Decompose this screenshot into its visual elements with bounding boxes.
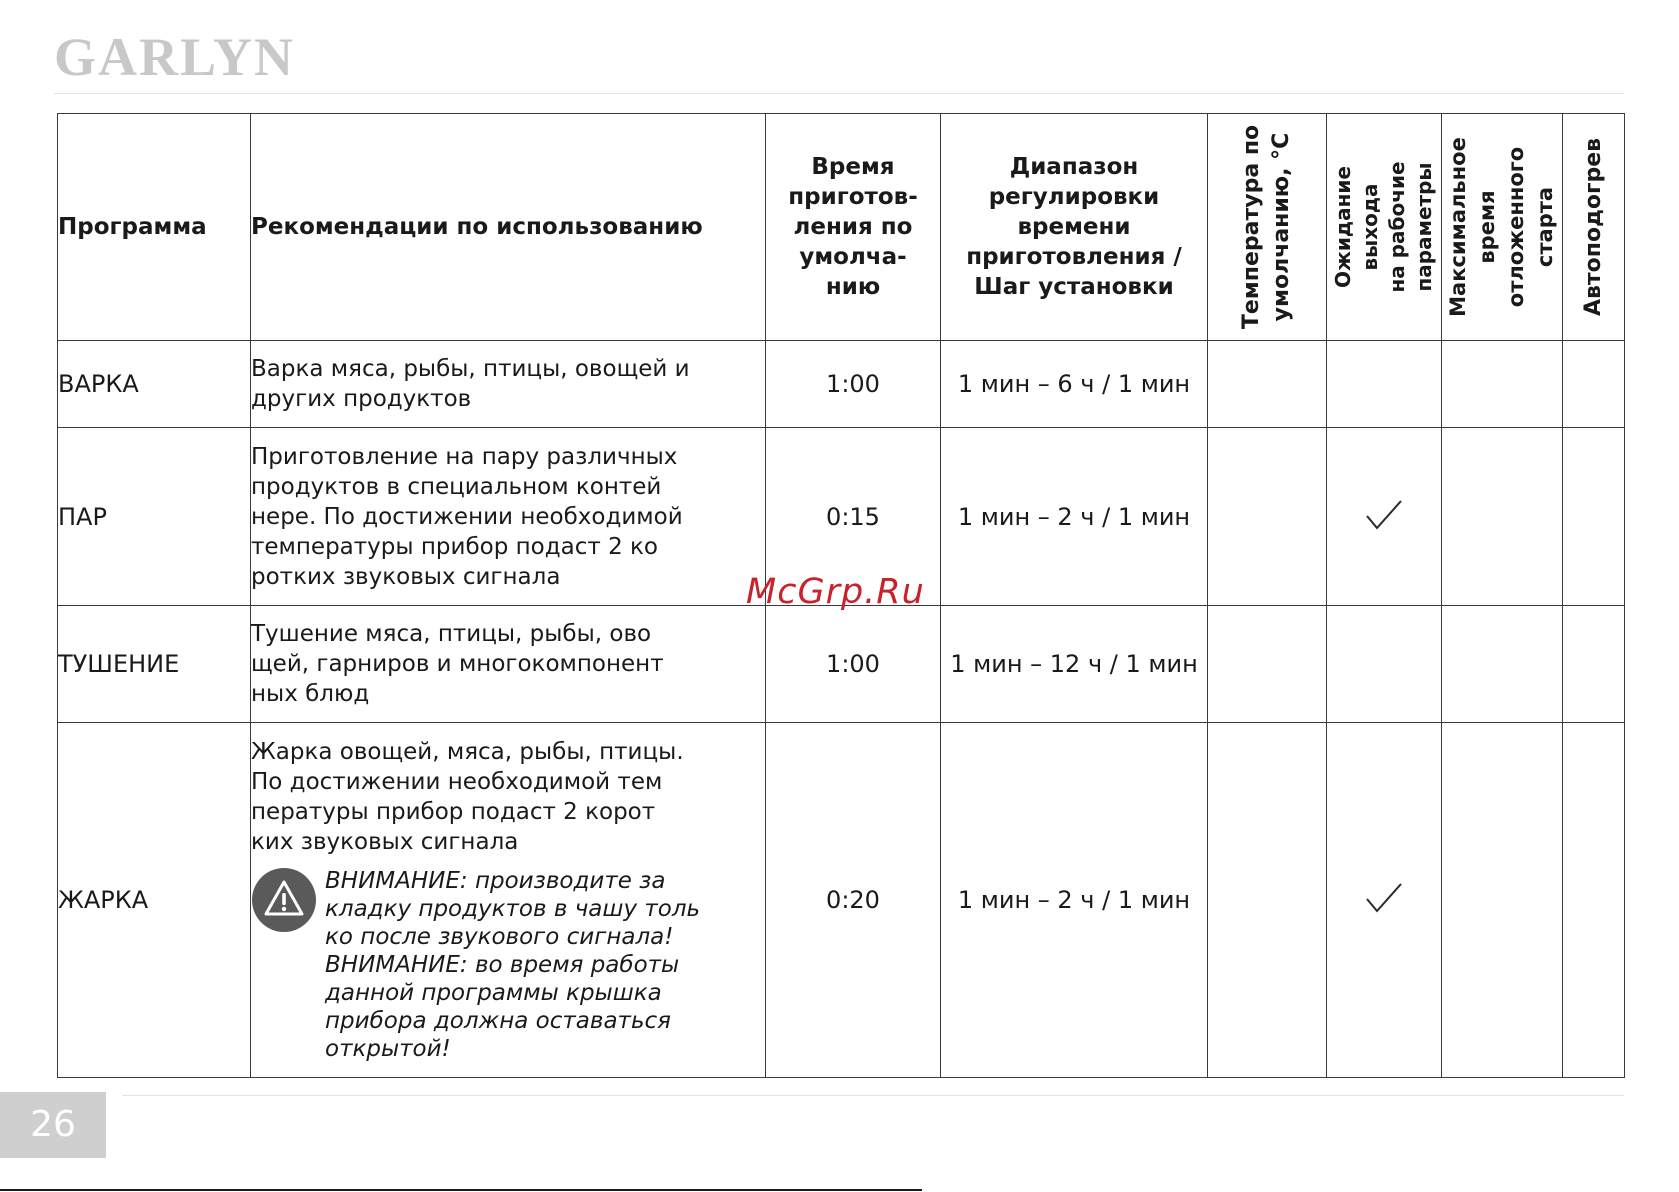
page-number: 26 <box>0 1092 106 1158</box>
checkmark-icon <box>1364 881 1404 915</box>
default-temp-cell <box>1208 723 1327 1078</box>
waiting-cell <box>1327 606 1442 723</box>
program-recommendation: Тушение мяса, птицы, рыбы, ово щей, гарниров и многокомпонент ных блюд <box>251 606 766 723</box>
program-name: ПАР <box>58 428 251 606</box>
autoheat-cell <box>1563 606 1625 723</box>
waiting-cell <box>1327 428 1442 606</box>
warning-text: ВНИМАНИЕ: производите за кладку продуктов в чашу толь ко после звукового сигнала! ВНИМАНИЕ: во время работы данной программы крышка прибора должна оставаться открытой! <box>325 868 701 1062</box>
default-temp-cell <box>1208 428 1327 606</box>
warning-icon <box>251 867 317 933</box>
time-range: 1 мин – 6 ч / 1 мин <box>941 341 1208 428</box>
default-time: 1:00 <box>766 341 941 428</box>
header-default-temperature: Температура по умолчанию, °С <box>1208 114 1327 341</box>
watermark: McGrp.Ru <box>746 572 925 612</box>
header-divider <box>54 93 1624 94</box>
default-temp-cell <box>1208 606 1327 723</box>
header-recommendations: Рекомендации по использованию <box>251 114 766 341</box>
waiting-cell <box>1327 723 1442 1078</box>
default-time: 1:00 <box>766 606 941 723</box>
bottom-edge-line <box>0 1189 922 1191</box>
waiting-cell <box>1327 341 1442 428</box>
max-delay-cell <box>1442 341 1563 428</box>
program-name: ЖАРКА <box>58 723 251 1078</box>
header-program: Программа <box>58 114 251 341</box>
checkmark-icon <box>1364 498 1404 532</box>
brand-logo: GARLYN <box>54 27 296 87</box>
time-range: 1 мин – 2 ч / 1 мин <box>941 723 1208 1078</box>
time-range: 1 мин – 2 ч / 1 мин <box>941 428 1208 606</box>
warning-block <box>251 867 765 1063</box>
max-delay-cell <box>1442 723 1563 1078</box>
default-time: 0:15 <box>766 428 941 606</box>
table-header-row <box>58 114 1625 341</box>
time-range: 1 мин – 12 ч / 1 мин <box>941 606 1208 723</box>
header-time-range: Диапазон регулировки времени приготовления / Шаг установки <box>941 114 1208 341</box>
autoheat-cell <box>1563 341 1625 428</box>
header-autoheat: Автоподогрев <box>1563 114 1625 341</box>
program-recommendation: Приготовление на пару различных продуктов в специальном контей нере. По достижении необходимой температуры прибор подаст 2 ко ротких звуковых сигнала <box>251 428 766 606</box>
program-name: ВАРКА <box>58 341 251 428</box>
default-time: 0:20 <box>766 723 941 1078</box>
program-recommendation: Варка мяса, рыбы, птицы, овощей и других продуктов <box>251 341 766 428</box>
default-temp-cell <box>1208 341 1327 428</box>
program-name: ТУШЕНИЕ <box>58 606 251 723</box>
header-max-delay-start: Максимальное время отложенного старта <box>1442 114 1563 341</box>
header-waiting-parameters: Ожидание выхода на рабочие параметры <box>1327 114 1442 341</box>
footer-divider <box>122 1095 1624 1096</box>
autoheat-cell <box>1563 723 1625 1078</box>
header-default-time: Время приготов- ления по умолча- нию <box>766 114 941 341</box>
program-recommendation: Жарка овощей, мяса, рыбы, птицы. По достижении необходимой тем пературы прибор подаст 2 корот ких звуковых сигнала ВНИМАНИЕ: производите за кладку продуктов в чашу толь ко после звукового сигнала! ВНИМАНИЕ: во время работы данной программы крышка прибора должна оставаться открытой! <box>251 723 766 1078</box>
max-delay-cell <box>1442 428 1563 606</box>
table-row <box>58 723 1625 1078</box>
max-delay-cell <box>1442 606 1563 723</box>
table-row <box>58 606 1625 723</box>
table-row <box>58 341 1625 428</box>
autoheat-cell <box>1563 428 1625 606</box>
